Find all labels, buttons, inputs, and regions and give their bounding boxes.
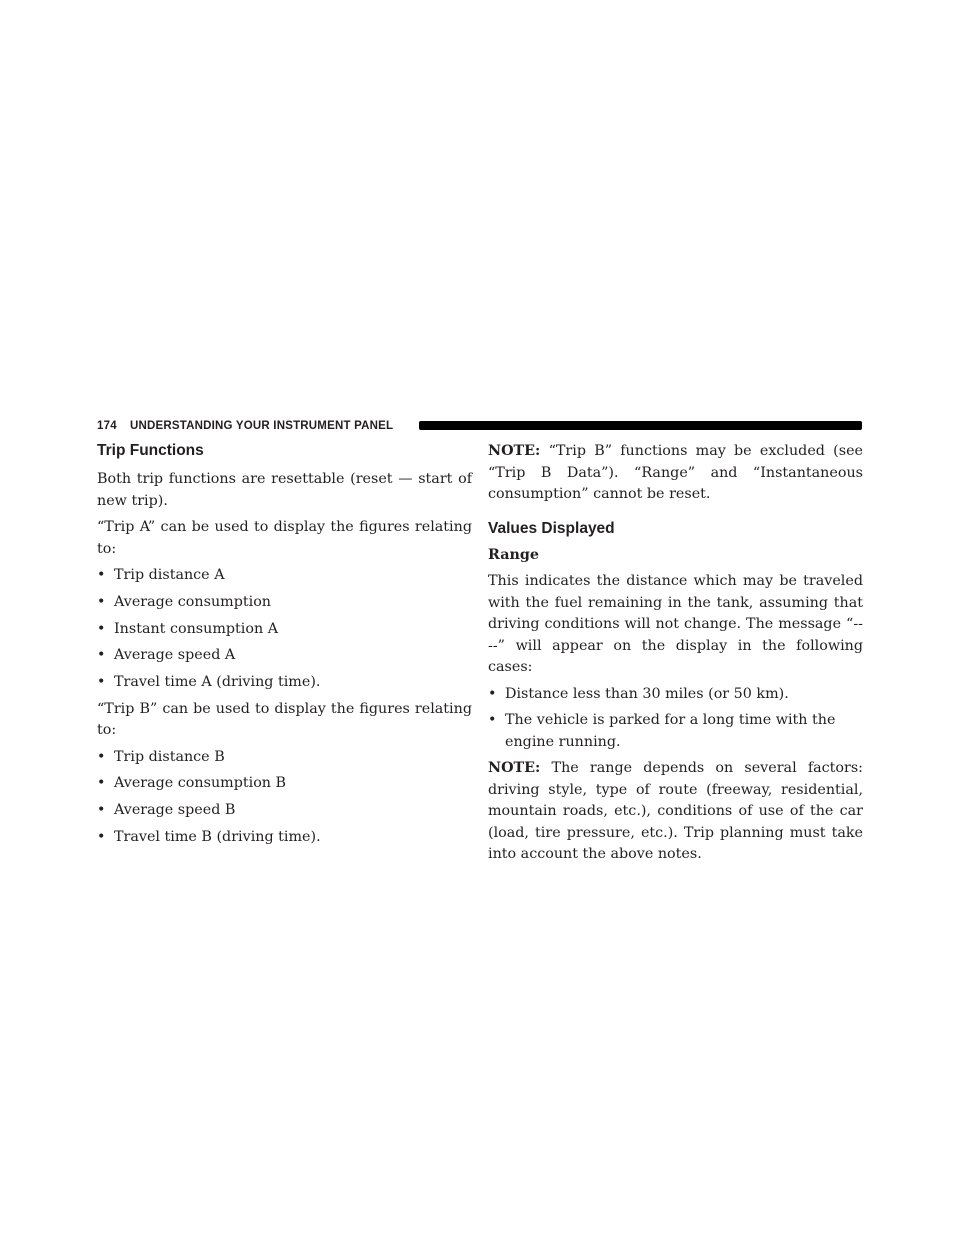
note-label: NOTE:: [488, 443, 541, 459]
bullet-icon: •: [97, 620, 106, 637]
bullet-icon: •: [97, 829, 106, 846]
bullet-icon: •: [97, 674, 106, 691]
list-item: [97, 672, 472, 694]
header-rule: [419, 421, 862, 430]
list-item: [97, 645, 472, 667]
list-item-text: Travel time A (driving time).: [114, 674, 321, 691]
list-item-text: Distance less than 30 miles (or 50 km).: [505, 685, 789, 702]
bullet-icon: •: [97, 647, 106, 664]
trip-functions-heading: Trip Functions: [97, 442, 204, 459]
list-item-text: Average speed A: [114, 647, 236, 664]
list-item: [97, 773, 472, 795]
list-item-text: Average speed B: [114, 802, 236, 819]
list-item-text: The vehicle is parked for a long time with the engine running.: [505, 712, 836, 750]
list-item: [97, 592, 472, 614]
section-title: UNDERSTANDING YOUR INSTRUMENT PANEL: [130, 420, 394, 432]
trip-b-list: [97, 747, 472, 849]
right-column: [488, 441, 863, 866]
list-item-text: Travel time B (driving time).: [114, 829, 321, 846]
list-item: [488, 710, 863, 753]
note-text: The range depends on several factors: driving style, type of route (freeway, residential, mountain roads, etc.), conditions of use of the car (load, tire pressure, etc.). Trip planning must take into account the above notes.: [488, 760, 863, 863]
list-item-text: Average consumption B: [114, 775, 287, 792]
intro-paragraph: Both trip functions are resettable (reset — start of new trip).: [97, 471, 472, 509]
bullet-icon: •: [488, 685, 497, 702]
trip-b-intro: “Trip B” can be used to display the figures relating to:: [97, 700, 472, 739]
page-header: [97, 418, 862, 434]
bullet-icon: •: [97, 567, 106, 583]
list-item: [97, 619, 472, 641]
note-text: “Trip B” functions may be excluded (see “Trip B Data”). “Range” and “Instantaneous consumption” cannot be reset.: [488, 443, 864, 502]
bullet-icon: •: [488, 712, 497, 729]
list-item-text: Instant consumption A: [114, 620, 279, 637]
bullet-icon: •: [97, 748, 106, 765]
note-paragraph: [488, 758, 863, 866]
bullet-icon: •: [97, 593, 106, 610]
note-label: NOTE:: [488, 760, 541, 777]
range-list: [488, 684, 863, 754]
list-item: [97, 800, 472, 822]
page-number: 174: [97, 420, 117, 432]
list-item: [97, 747, 472, 769]
trip-a-intro: “Trip A” can be used to display the figures relating to:: [97, 519, 472, 557]
list-item: [97, 565, 472, 587]
list-item: [488, 684, 863, 706]
list-item-text: Trip distance A: [114, 567, 225, 583]
range-subheading: Range: [488, 546, 539, 563]
list-item-text: Trip distance B: [114, 748, 225, 765]
list-item: [97, 827, 472, 849]
range-paragraph: This indicates the distance which may be traveled with the fuel remaining in the tank, assuming that driving conditions will not change. The message “----” will appear on the display in the following cases:: [488, 573, 863, 675]
list-item-text: Average consumption: [114, 593, 272, 610]
bullet-icon: •: [97, 775, 106, 792]
bullet-icon: •: [97, 802, 106, 819]
left-column: [97, 441, 472, 849]
values-displayed-heading: Values Displayed: [488, 519, 615, 537]
note-paragraph: [488, 441, 863, 506]
trip-a-list: [97, 565, 472, 694]
